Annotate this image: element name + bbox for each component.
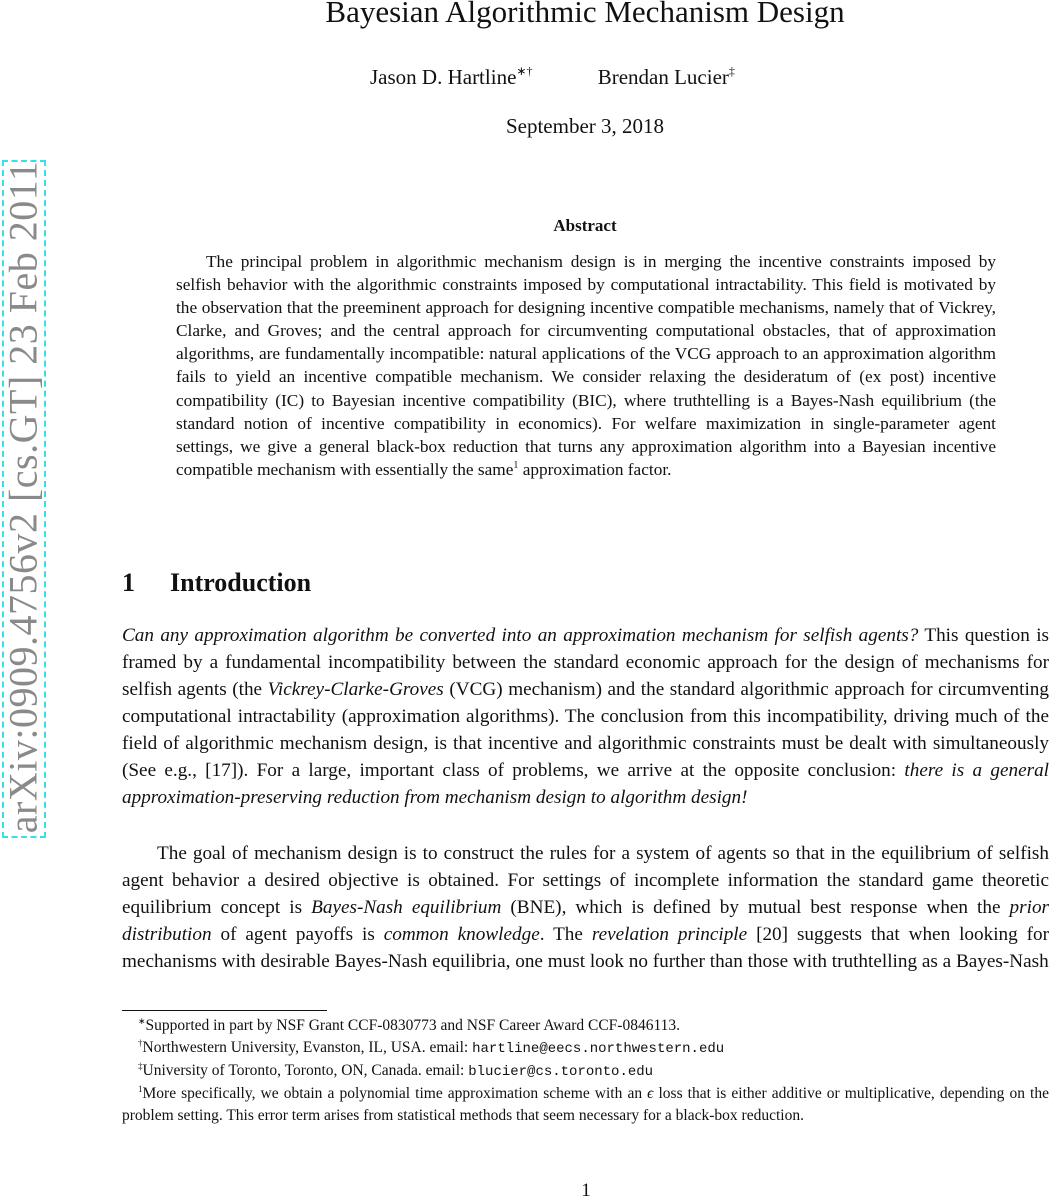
section-number: 1	[122, 568, 135, 597]
author-1-marks: ∗†	[516, 64, 533, 78]
footnote-ref-1: 1	[513, 459, 519, 471]
paper-date: September 3, 2018	[505, 114, 665, 138]
author-2-marks: ‡	[728, 64, 735, 78]
page-number: 1	[581, 1180, 591, 1201]
footnote-affiliation-hartline: †Northwestern University, Evanston, IL, USA. email: hartline@eecs.northwestern.edu	[138, 1038, 725, 1057]
footnote-funding: ∗Supported in part by NSF Grant CCF-0830773 and NSF Career Award CCF-0846113.	[138, 1016, 681, 1034]
footnotes	[122, 1015, 1049, 1127]
paper-title: Bayesian Algorithmic Mechanism Design	[325, 0, 845, 29]
author-2: Brendan Lucier‡	[597, 64, 735, 89]
section-title: Introduction	[170, 568, 312, 597]
section-heading-introduction	[122, 568, 311, 598]
email-link-lucier[interactable]: blucier@cs.toronto.edu	[468, 1064, 654, 1080]
author-1: Jason D. Hartline∗†	[370, 64, 533, 89]
intro-paragraph-2: The goal of mechanism design is to construct the rules for a system of agents so that in the equilibrium of selfish agent behavior a desired objective is obtained. For settings of incomplete information the standard game theoretic equilibrium concept is Bayes-Nash equilibrium (BNE), which is defined by mutual best response when the prior distribution of agent payoffs is common knowledge. The revelation principle [20] suggests that when looking for mechanisms with desirable Bayes-Nash equilibria, one must look no further than those with truthtelling as a Bayes-Nash	[122, 843, 1050, 972]
abstract-text: The principal problem in algorithmic mechanism design is in merging the incentive constraints imposed by selfish behavior with the algorithmic constraints imposed by computational intractability. This field is motivated by the observation that the preeminent approach for designing incentive compatible mechanisms, namely that of Vickrey, Clarke, and Groves; and the central approach for circumventing computational obstacles, that of approximation algorithms, are fundamentally incompatible: natural applications of the VCG approach to an approximation algorithm fails to yield an incentive compatible mechanism. We consider relaxing the desideratum of (ex post) incentive compatibility (IC) to Bayesian incentive compatibility (BIC), where truthtelling is a Bayes-Nash equilibrium (the standard notion of incentive compatibility in economics). For welfare maximization in single-parameter agent settings, we give a general black-box reduction that turns any approximation algorithm into a Bayesian incentive compatible mechanism with essentially the same$^1$ approximation factor.	[176, 252, 996, 479]
arxiv-stamp: arXiv:0909.4756v2 [cs.GT] 23 Feb 2011	[0, 160, 46, 834]
abstract-heading: Abstract	[553, 216, 617, 235]
footnote-affiliation-lucier: ‡University of Toronto, Toronto, ON, Canada. email: blucier@cs.toronto.edu	[138, 1061, 654, 1080]
footnote-1: $^1$More specifically, we obtain a polynomial time approximation scheme with an ϵ loss that is either additive or multiplicative, depending on the problem setting. This error term arises from statistical methods that seem necessary for a black-box reduction.	[122, 1084, 1049, 1124]
email-link-hartline[interactable]: hartline@eecs.northwestern.edu	[472, 1041, 725, 1057]
intro-paragraph-1: Can any approximation algorithm be converted into an approximation mechanism for selfish agents? This question is framed by a fundamental incompatibility between the standard economic approach for the design of mechanisms for selfish agents (the Vickrey-Clarke-Groves (VCG) mechanism) and the standard algorithmic approach for circumventing computational intractability (approximation algorithms). The conclusion from this incompatibility, driving much of the field of algorithmic mechanism design, is that incentive and algorithmic constraints must be dealt with simultaneously (See e.g., [17]). For a large, important class of problems, we arrive at the opposite conclusion: there is a general approximation-preserving reduction from mechanism design to algorithm design!	[122, 625, 1050, 808]
footnote-rule	[122, 1010, 327, 1011]
authors	[370, 64, 735, 90]
